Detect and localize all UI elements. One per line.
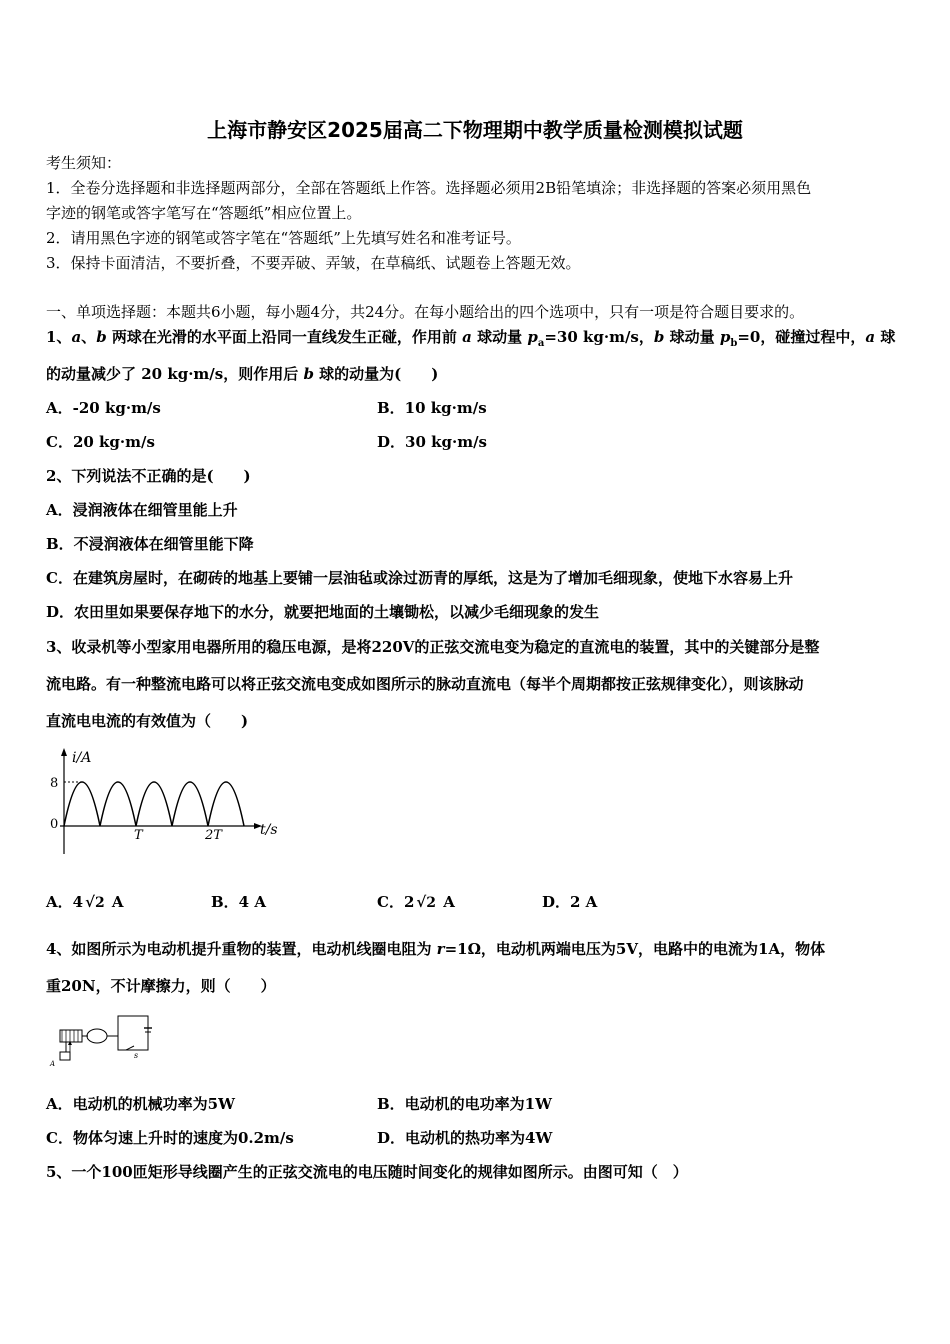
- q3-option-a[interactable]: A．4 √2 A: [46, 893, 124, 911]
- q1-stem-line1: 1、a、b 两球在光滑的水平面上沿同一直线发生正碰，作用前 a 球动量 $p_a=30$ kg·m/s，b 球动量 $p_b=0$，碰撞过程中，a 球: [46, 328, 896, 349]
- q4-stem-line1: 4、如图所示为电动机提升重物的装置，电动机线圈电阻为 r=1Ω，电动机两端电压为5V，电路中的电流为1A，物体: [46, 940, 826, 958]
- q3-option-c[interactable]: C．2 √2 A: [377, 893, 455, 911]
- sqrt-icon: √: [416, 893, 427, 911]
- switch-label: s: [134, 1051, 139, 1060]
- peak-tick-label: 8: [50, 776, 59, 791]
- q3-option-d[interactable]: D．2 A: [542, 893, 598, 911]
- rectified-current-graph: [44, 746, 284, 858]
- t2-tick-label: 2T: [205, 828, 222, 843]
- q1-option-d[interactable]: D．30 kg·m/s: [377, 433, 488, 451]
- sqrt-icon: √: [85, 893, 95, 911]
- page-title: 上海市静安区2025届高二下物理期中教学质量检测模拟试题: [207, 118, 743, 142]
- weight-label: A: [50, 1060, 56, 1068]
- notice-item: 3．保持卡面清洁，不要折叠，不要弄破、弄皱，在草稿纸、试题卷上答题无效。: [46, 254, 581, 272]
- switch-icon: [126, 1046, 134, 1050]
- q2-option-d[interactable]: D．农田里如果要保存地下的水分，就要把地面的土壤锄松，以减少毛细现象的发生: [46, 603, 600, 621]
- q4-option-c[interactable]: C．物体匀速上升时的速度为0.2m/s: [46, 1129, 294, 1147]
- q5-stem: 5、一个100匝矩形导线圈产生的正弦交流电的电压随时间变化的规律如图所示。由图可知（ ）: [46, 1163, 688, 1181]
- q4-option-b[interactable]: B．电动机的电功率为1W: [377, 1095, 552, 1113]
- pulley-drum: [60, 1030, 82, 1042]
- t1-tick-label: T: [134, 828, 143, 843]
- weight-block: [60, 1052, 70, 1060]
- q4-option-d[interactable]: D．电动机的热功率为4W: [377, 1129, 553, 1147]
- notice-item: 2．请用黑色字迹的钢笔或答字笔在“答题纸”上先填写姓名和准考证号。: [46, 229, 521, 247]
- q2-option-c[interactable]: C．在建筑房屋时，在砌砖的地基上要铺一层油毡或涂过沥青的厚纸，这是为了增加毛细现象，使地下水容易上升: [46, 569, 793, 587]
- q3-stem-line3: 直流电电流的有效值为（ ): [46, 712, 249, 730]
- q2-option-a[interactable]: A．浸润液体在细管里能上升: [46, 501, 238, 519]
- origin-label: 0: [50, 817, 59, 832]
- y-axis-arrow-icon: [61, 748, 67, 756]
- motor: [87, 1029, 107, 1043]
- q4-stem-line2: 重20N，不计摩擦力，则（ ）: [46, 977, 276, 995]
- circuit-wire: [107, 1016, 148, 1050]
- q1-stem-line2: 的动量减少了 20 kg·m/s，则作用后 b 球的动量为( ): [46, 365, 439, 383]
- rectified-waveform: [64, 782, 244, 826]
- q1-option-c[interactable]: C．20 kg·m/s: [46, 433, 155, 451]
- notice-heading: 考生须知：: [46, 154, 122, 172]
- q2-option-b[interactable]: B．不浸润液体在细管里能下降: [46, 535, 254, 553]
- motor-lifting-figure: [46, 1010, 158, 1068]
- notice-item: 字迹的钢笔或答字笔写在“答题纸”相应位置上。: [46, 204, 362, 222]
- q1-option-a[interactable]: A．-20 kg·m/s: [46, 399, 161, 417]
- q3-stem-line1: 3、收录机等小型家用电器所用的稳压电源，是将220V的正弦交流电变为稳定的直流电的装置，其中的关键部分是整: [46, 638, 820, 656]
- q2-stem: 2、下列说法不正确的是( ): [46, 467, 251, 485]
- q3-option-b[interactable]: B．4 A: [211, 893, 266, 911]
- section-heading: 一、单项选择题：本题共6小题，每小题4分，共24分。在每小题给出的四个选项中，只有一项是符合题目要求的。: [46, 303, 805, 321]
- notice-item: 1．全卷分选择题和非选择题两部分，全部在答题纸上作答。选择题必须用2B铅笔填涂；非选择题的答案必须用黑色: [46, 179, 812, 197]
- q1-option-b[interactable]: B．10 kg·m/s: [377, 399, 487, 417]
- x-axis-label: t/s: [260, 822, 278, 838]
- q4-option-a[interactable]: A．电动机的机械功率为5W: [46, 1095, 235, 1113]
- q3-stem-line2: 流电路。有一种整流电路可以将正弦交流电变成如图所示的脉动直流电（每半个周期都按正弦规律变化），则该脉动: [46, 675, 804, 693]
- y-axis-label: i/A: [72, 750, 92, 766]
